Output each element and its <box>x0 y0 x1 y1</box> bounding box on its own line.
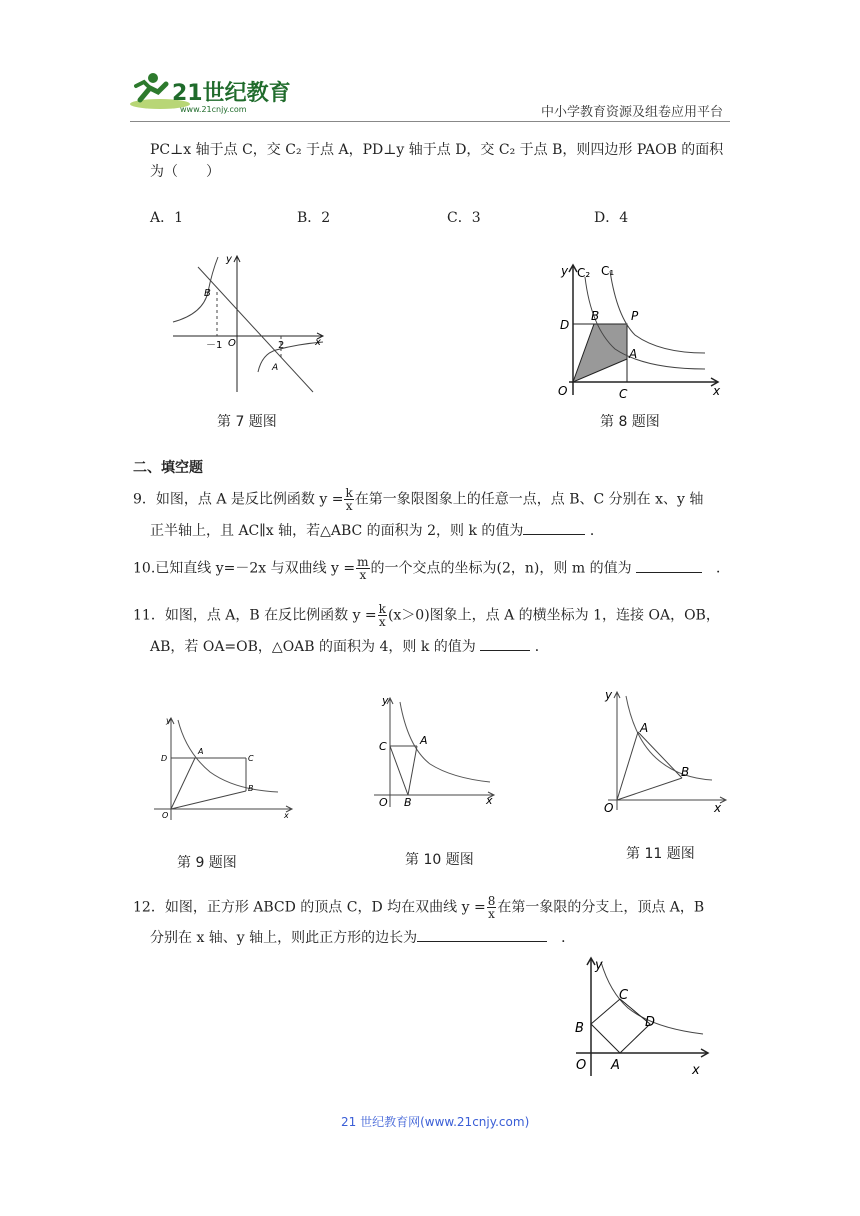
option-c: C．3 <box>447 210 481 226</box>
caption-fig7: 第 7 题图 <box>217 414 277 430</box>
fig8-curve-c2: C₂ <box>577 266 591 280</box>
question-9-line2: 正半轴上，且 AC∥x 轴，若△ABC 的面积为 2，则 k 的值为 ． <box>150 520 604 542</box>
fig8-origin-label: O <box>558 384 568 398</box>
fig10-x-label: x <box>486 794 493 807</box>
fig7-tick-2: 2 <box>278 340 285 351</box>
fig8-y-label: y <box>561 264 569 278</box>
q9-answer-blank[interactable] <box>523 520 585 535</box>
fig9-point-c: C <box>248 754 254 763</box>
fig7-point-a: A <box>272 363 279 373</box>
fig9-point-d: D <box>161 754 168 763</box>
question-12-line2: 分别在 x 轴、y 轴上，则此正方形的边长为 ． <box>150 927 575 949</box>
caption-fig8: 第 8 题图 <box>600 414 660 430</box>
fig9-origin-label: O <box>162 811 169 820</box>
fig10-point-b: B <box>404 796 412 809</box>
caption-fig11: 第 11 题图 <box>626 846 695 862</box>
fig8-point-p: P <box>631 309 639 323</box>
fig9-x-label: x <box>284 811 289 820</box>
fig7-tick-neg1: －1 <box>206 340 223 351</box>
logo-url: www.21cnjy.com <box>180 105 247 114</box>
fig12-x-label: x <box>692 1063 700 1078</box>
q10-fraction: $\frac{m}{x}$ <box>357 555 369 582</box>
figure-10 <box>370 692 500 812</box>
option-a: A．1 <box>150 210 184 226</box>
q10-answer-blank[interactable] <box>636 558 702 573</box>
fig11-point-a: A <box>640 721 649 735</box>
figure-7 <box>168 252 328 397</box>
fig7-x-label: x <box>315 337 321 348</box>
q8-stem-line1: PC⊥x 轴于点 C，交 C₂ 于点 A，PD⊥y 轴于点 D，交 C₂ 于点 B，则四边形 PAOB 的面积 <box>150 142 724 158</box>
fig8-point-a: A <box>629 347 638 361</box>
option-b: B．2 <box>297 210 331 226</box>
q11-fraction: $\frac{k}{x}$ <box>378 602 386 629</box>
fig8-point-d: D <box>560 318 570 332</box>
footer-site-link[interactable]: 21 世纪教育网(www.21cnjy.com) <box>341 1115 530 1129</box>
fig7-origin-label: O <box>228 338 236 349</box>
fig10-point-c: C <box>379 740 387 753</box>
q12-fraction: $\frac{8}{x}$ <box>487 894 496 921</box>
figure-8 <box>555 257 725 402</box>
fig8-curve-c1: C₁ <box>601 264 615 278</box>
fig12-y-label: y <box>595 958 603 973</box>
fig7-y-label: y <box>226 254 232 265</box>
option-d: D．4 <box>594 210 629 226</box>
q9-text-a: 9．如图，点 A 是反比例函数 y = <box>133 491 344 508</box>
logo-text: 21世纪教育 <box>172 81 291 106</box>
caption-fig9: 第 9 题图 <box>177 855 237 871</box>
question-11-line2: AB，若 OA=OB，△OAB 的面积为 4，则 k 的值为 ． <box>150 636 549 658</box>
figure-12 <box>568 952 718 1080</box>
section-title-fill-blank: 二、填空题 <box>133 460 203 476</box>
question-12-line1: 12．如图，正方形 ABCD 的顶点 C，D 均在双曲线 y = $\frac{8}{x}$ 在第一象限的分支上，顶点 A，B <box>133 894 705 921</box>
fig11-x-label: x <box>714 801 722 814</box>
fig10-point-a: A <box>420 734 428 747</box>
fig8-point-b: B <box>591 309 600 323</box>
fig7-point-b: B <box>204 288 211 299</box>
fig12-point-c: C <box>619 988 629 1003</box>
fig9-y-label: y <box>166 716 171 725</box>
fig12-origin-label: O <box>576 1058 587 1073</box>
fig9-point-b: B <box>248 784 254 793</box>
fig8-x-label: x <box>713 384 721 398</box>
fig10-y-label: y <box>382 694 389 707</box>
fig11-origin-label: O <box>604 801 614 814</box>
fig12-point-d: D <box>645 1015 656 1030</box>
figure-9 <box>150 712 300 824</box>
header-divider <box>130 121 730 122</box>
question-9-line1 <box>133 487 703 512</box>
fig9-point-a: A <box>198 747 204 756</box>
fig11-point-b: B <box>681 765 690 779</box>
figure-11 <box>600 688 730 814</box>
fig12-point-b: B <box>575 1021 584 1036</box>
runner-logo-icon <box>120 66 300 116</box>
fig10-origin-label: O <box>379 796 388 809</box>
q11-answer-blank[interactable] <box>480 636 530 651</box>
question-11-line1: 11．如图，点 A，B 在反比例函数 y = $\frac{k}{x}$ (x＞0)图象上，点 A 的横坐标为 1，连接 OA，OB， <box>133 602 720 629</box>
header-logo <box>120 66 300 116</box>
question-10: 10.已知直线 y=－2x 与双曲线 y = $\frac{m}{x}$ 的一个交点的坐标为(2，n)，则 m 的值为 ． <box>133 555 731 582</box>
q12-answer-blank[interactable] <box>417 927 547 942</box>
caption-fig10: 第 10 题图 <box>405 852 474 868</box>
fig12-point-a: A <box>611 1058 620 1073</box>
q9-fraction: $\frac{k}{x}$ <box>345 486 353 513</box>
header-platform-text: 中小学教育资源及组卷应用平台 <box>541 105 724 120</box>
q9-text-b: 在第一象限图象上的任意一点，点 B、C 分别在 x、y 轴 <box>354 491 704 508</box>
fig8-point-c: C <box>619 387 628 401</box>
fig11-y-label: y <box>605 688 613 702</box>
q8-stem-line2: 为（ ） <box>150 164 220 180</box>
